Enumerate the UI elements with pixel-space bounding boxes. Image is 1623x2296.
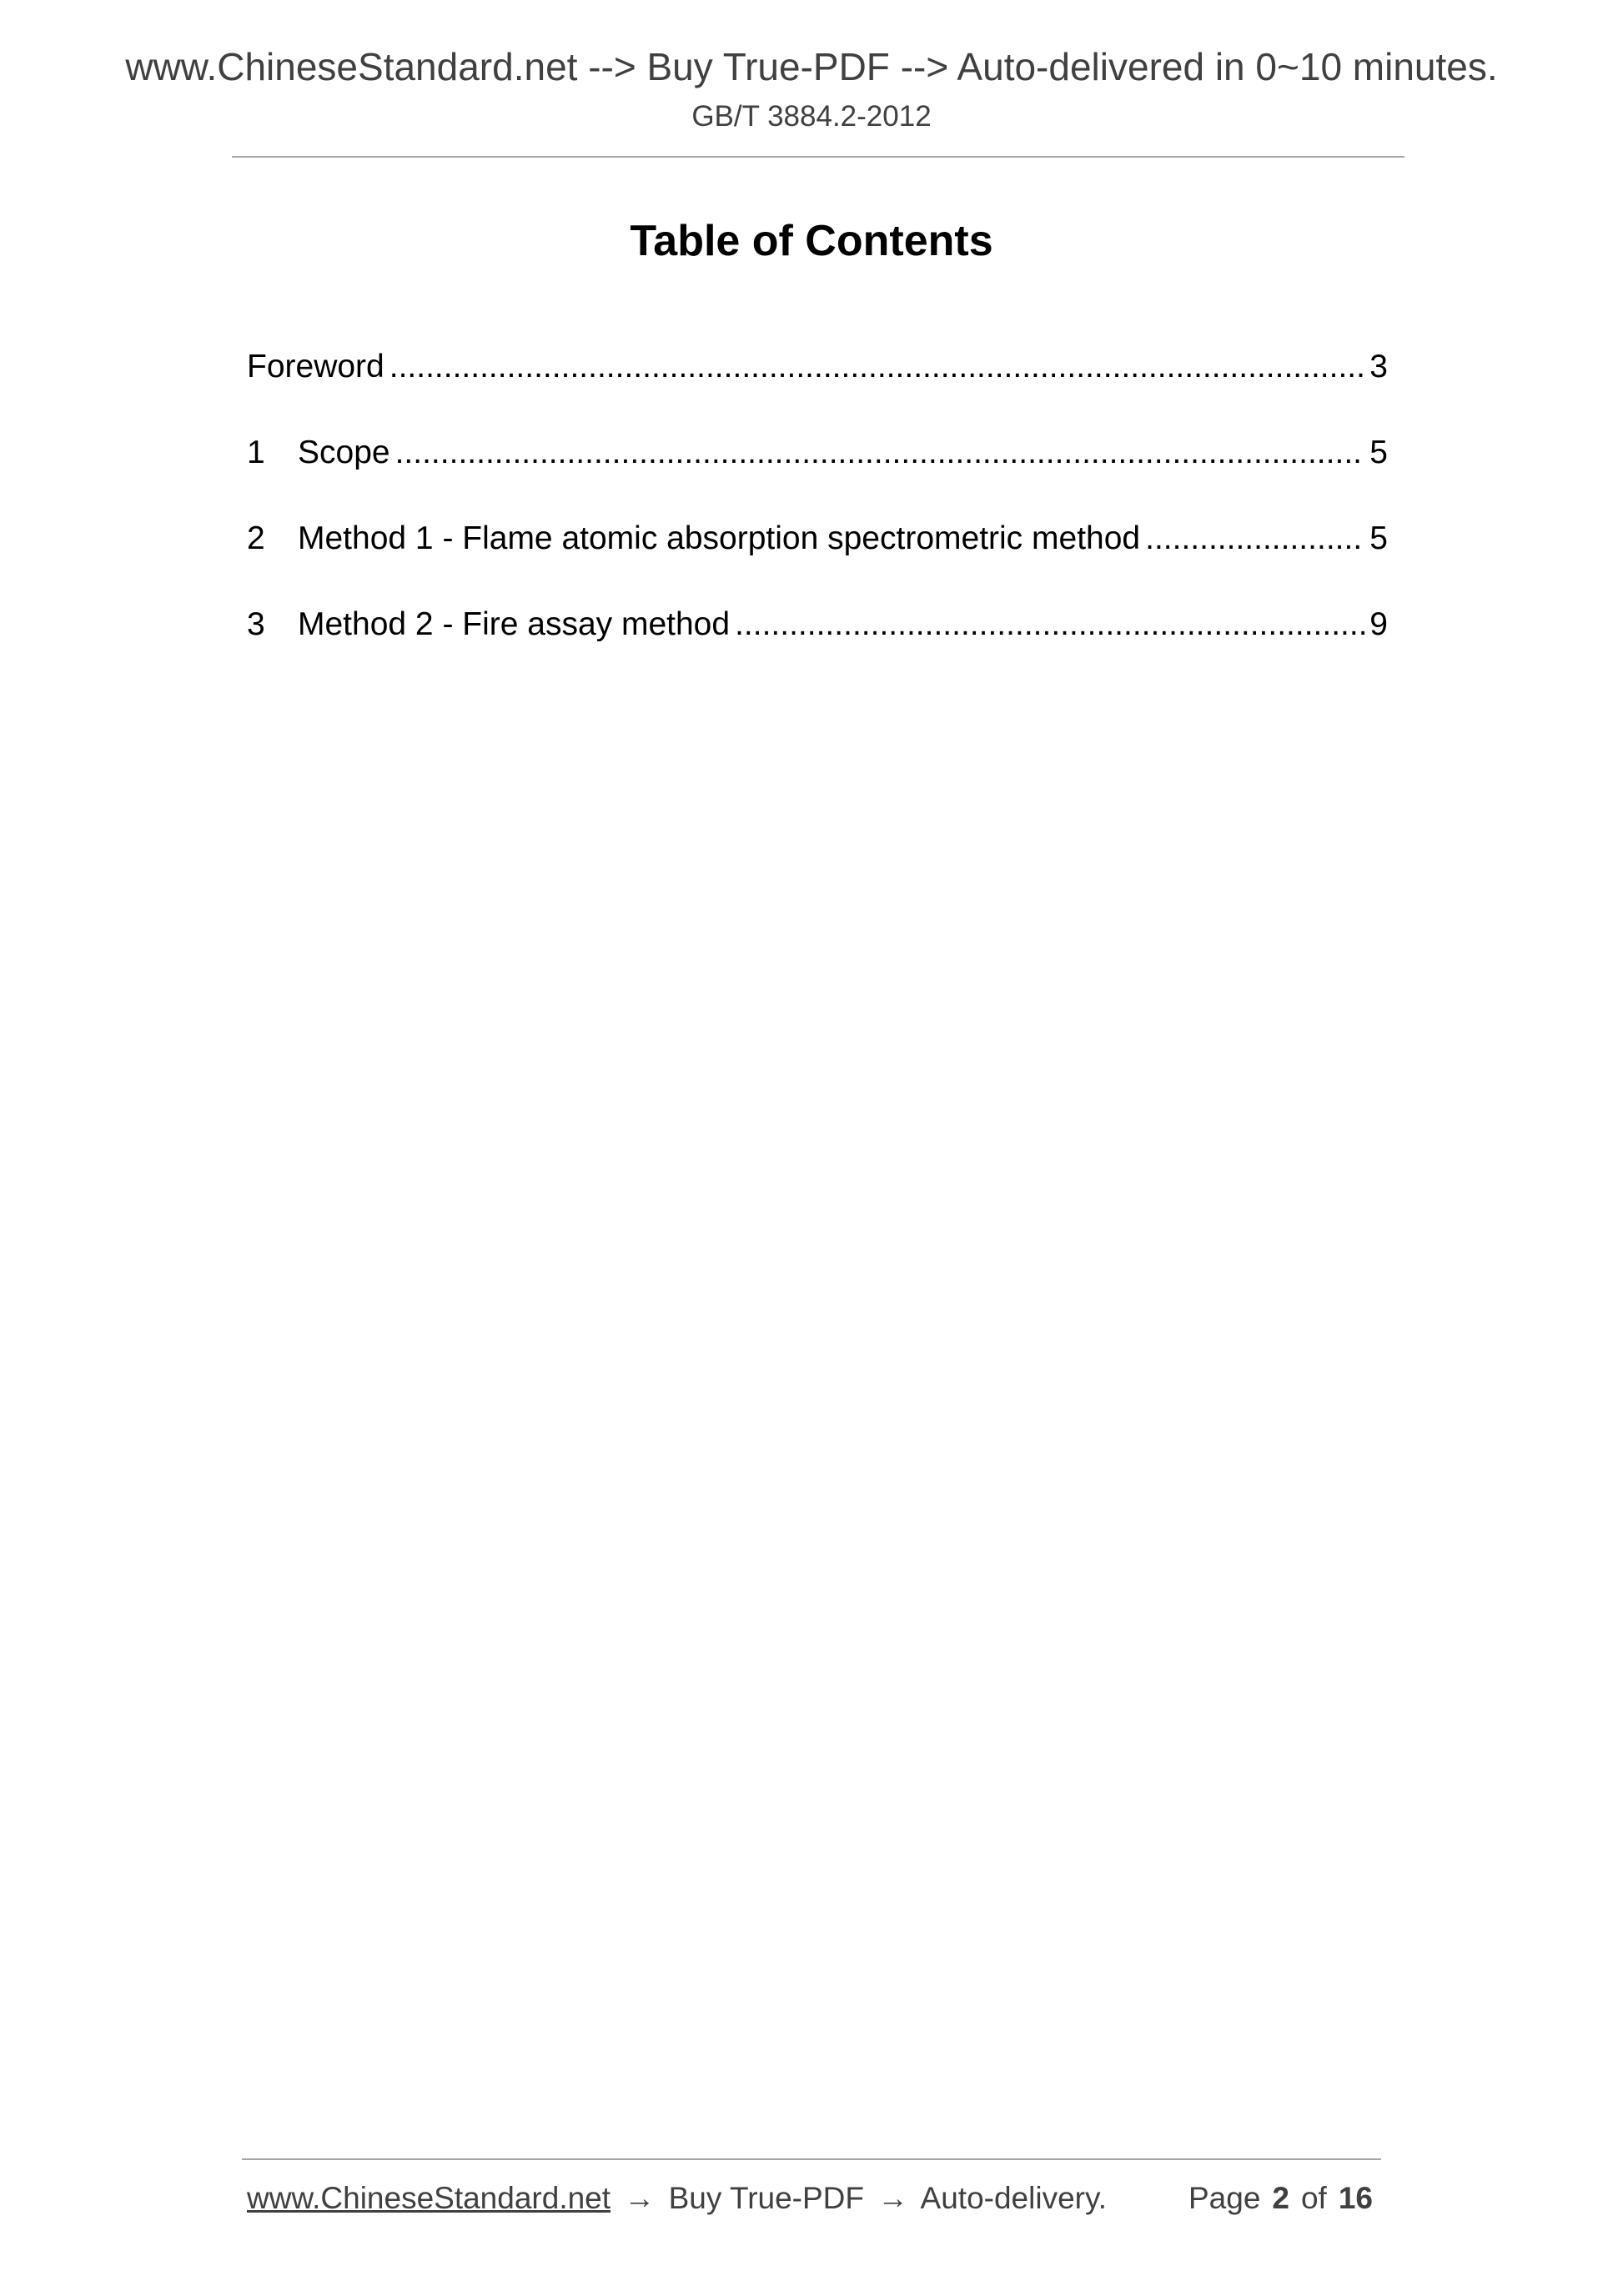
toc-dot-leader [1145,515,1364,562]
page-indicator [1188,2177,1373,2220]
header-divider [232,156,1404,158]
header-banner: www.ChineseStandard.net --> Buy True-PDF --> Auto-delivered in 0~10 minutes. [125,45,1498,88]
right-arrow-icon: → [624,2181,656,2215]
total-pages-number: 16 [1338,2181,1373,2215]
toc-entry-text: Foreword [247,349,384,384]
footer-divider [242,2158,1381,2160]
document-number: GB/T 3884.2-2012 [691,100,932,133]
toc-entry-page: 5 [1369,435,1388,470]
toc-list [247,344,1388,687]
current-page-number: 2 [1272,2181,1289,2215]
right-arrow-icon: → [877,2181,909,2215]
page-footer [247,2177,1381,2220]
page-of-label: of [1300,2181,1327,2215]
toc-dot-leader [735,601,1364,648]
toc-dot-leader [395,430,1365,476]
toc-entry-foreword[interactable] [247,344,1388,390]
toc-entry-text: Method 1 - Flame atomic absorption spectrometric method [298,520,1141,556]
toc-entry-page: 9 [1369,606,1388,642]
toc-entry-text: Scope [298,435,390,470]
footer-buy-text: Buy True-PDF [668,2181,865,2215]
footer-site-link[interactable]: www.ChineseStandard.net [247,2181,611,2215]
toc-entry-scope[interactable] [247,430,1388,476]
toc-entry-page: 3 [1369,349,1388,384]
toc-entry-number: 1 [247,435,265,470]
page-label: Page [1188,2181,1261,2215]
toc-title: Table of Contents [630,217,993,265]
toc-dot-leader [389,344,1365,390]
toc-entry-number: 3 [247,606,265,642]
toc-entry-method-1[interactable] [247,515,1388,562]
toc-entry-page: 5 [1369,520,1388,556]
footer-delivery-text: Auto-delivery. [920,2181,1108,2215]
toc-entry-text: Method 2 - Fire assay method [298,606,731,642]
toc-entry-number: 2 [247,520,265,556]
toc-entry-method-2[interactable] [247,601,1388,648]
